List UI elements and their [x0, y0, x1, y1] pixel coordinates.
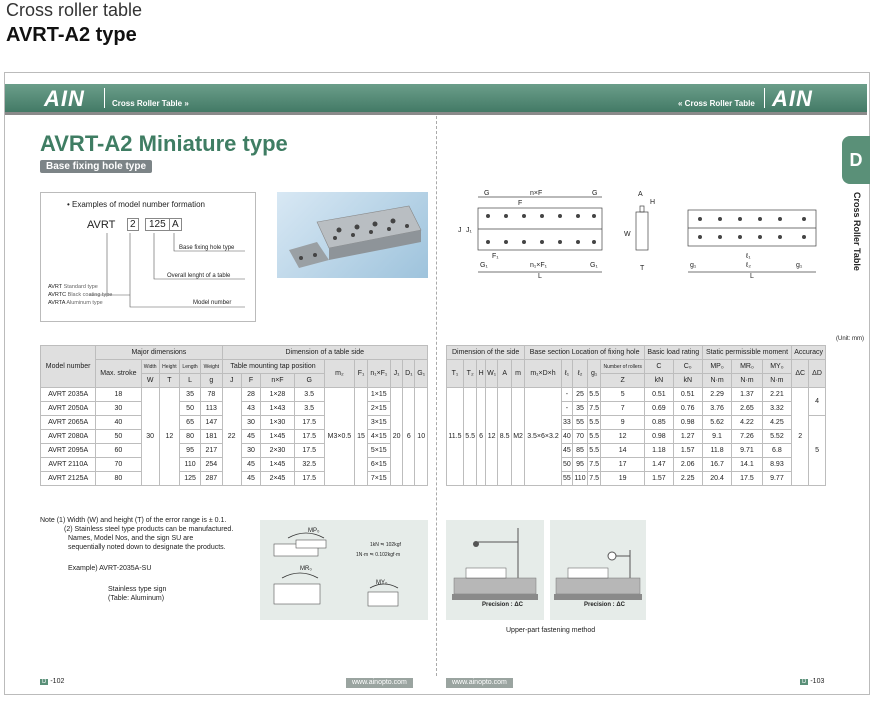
cell-model: AVRT 2125A: [41, 472, 96, 486]
header-side-dimension: Dimension of the side: [447, 346, 525, 360]
cell-g1: 5.5: [587, 416, 600, 430]
cell-C0: 0.51: [673, 388, 702, 402]
col-MP: MP₀: [702, 360, 732, 374]
cell-T1: 11.5: [447, 388, 464, 486]
cell-weight: 181: [201, 430, 222, 444]
cell-stroke: 80: [96, 472, 141, 486]
col-G1: G₁: [415, 360, 428, 388]
cell-MR: 17.5: [732, 472, 762, 486]
header-major-dimensions: Major dimensions: [96, 346, 222, 360]
cell-length: 110: [180, 458, 201, 472]
cell-nF: 2×45: [261, 472, 295, 486]
cell-D1: 6: [403, 388, 415, 486]
code-length: 125: [145, 218, 170, 231]
label-fixing-hole: Base fixing hole type: [179, 245, 235, 251]
cell-F: 30: [241, 416, 260, 430]
unit-MR: N·m: [732, 374, 762, 388]
legend-desc: Standard type: [63, 284, 98, 290]
cell-H: 6: [477, 388, 485, 486]
cell-F: 45: [241, 430, 260, 444]
header-band-underline: [5, 112, 867, 115]
cell-width: 30: [141, 388, 159, 486]
cell-MP: 5.62: [702, 416, 732, 430]
dim-label: T: [640, 265, 645, 272]
dim-label: G: [484, 190, 490, 197]
col-W: W: [141, 374, 159, 388]
col-MY: MY₀: [762, 360, 792, 374]
cell-length: 65: [180, 416, 201, 430]
dim-label: G₁: [590, 262, 598, 269]
col-MR: MR₀: [732, 360, 762, 374]
band-divider-right: [764, 88, 765, 108]
col-n1F1: n₁×F₁: [367, 360, 390, 388]
dim-label: g₁: [690, 262, 697, 269]
cell-length: 50: [180, 402, 201, 416]
website-link-left[interactable]: www.ainopto.com: [346, 678, 413, 688]
cell-n1F1: 6×15: [367, 458, 390, 472]
cell-n1F1: 3×15: [367, 416, 390, 430]
col-T: T: [159, 374, 179, 388]
cell-G: 32.5: [294, 458, 324, 472]
label-overall-length: Overall lenght of a table: [167, 273, 231, 279]
legend-code: AVRT: [48, 284, 63, 290]
moment-diagram: [260, 520, 428, 620]
header-max-stroke: Max. stroke: [96, 360, 141, 388]
cell-weight: 147: [201, 416, 222, 430]
note-example: Example) AVRT-2035A-SU: [68, 565, 152, 572]
cell-g1: 5.5: [587, 388, 600, 402]
cell-nF: 1×28: [261, 388, 295, 402]
cell-C0: 2.25: [673, 472, 702, 486]
cell-G: 17.5: [294, 444, 324, 458]
dim-label: G₁: [480, 262, 488, 269]
cell-g1: 7.5: [587, 458, 600, 472]
brand-logo-right: AIN: [772, 86, 813, 111]
col-T2: T₂: [463, 360, 476, 388]
cell-weight: 254: [201, 458, 222, 472]
product-photo-render: [277, 192, 428, 278]
cell-F: 45: [241, 472, 260, 486]
cell-l1: 50: [561, 458, 572, 472]
legend-code: AVRTC: [48, 292, 67, 298]
cell-l1: -: [561, 388, 572, 402]
cell-stroke: 30: [96, 402, 141, 416]
cell-l2: 70: [573, 430, 588, 444]
col-m: m: [511, 360, 524, 388]
dim-label: H: [650, 199, 656, 206]
cell-Z: 5: [601, 388, 645, 402]
cell-MP: 2.29: [702, 388, 732, 402]
cell-MY: 3.32: [762, 402, 792, 416]
cell-g1: 7.5: [587, 402, 600, 416]
cell-F1: 15: [355, 388, 367, 486]
cell-C: 0.51: [644, 388, 673, 402]
dim-label: ℓ₁: [746, 253, 751, 260]
cell-stroke: 60: [96, 444, 141, 458]
cell-G: 17.5: [294, 472, 324, 486]
dim-label: J₁: [466, 227, 472, 234]
col-dC: ΔC: [792, 360, 809, 388]
cell-C: 0.85: [644, 416, 673, 430]
header-rollers: Number of rollers: [601, 360, 645, 374]
col-H: H: [477, 360, 485, 388]
dim-label: L: [750, 273, 754, 280]
precision-caption: Upper-part fastening method: [506, 627, 596, 634]
cell-dD: 5: [809, 416, 826, 486]
page-number-left: [40, 678, 64, 685]
dim-label: n₁×F₁: [530, 262, 547, 269]
table-row: [447, 388, 826, 402]
cell-W1: 12: [485, 388, 498, 486]
dim-label: F: [518, 200, 523, 207]
col-J1: J₁: [390, 360, 402, 388]
cell-MR: 7.26: [732, 430, 762, 444]
cell-C0: 1.57: [673, 444, 702, 458]
cell-model: AVRT 2065A: [41, 416, 96, 430]
code-type: A: [169, 218, 182, 231]
example-heading: • Examples of model number formation: [67, 200, 205, 209]
cell-m2: M3×0.5: [324, 388, 355, 486]
brand-logo-left: AIN: [44, 86, 85, 111]
page-number: -103: [810, 678, 825, 685]
band-label-left: Cross Roller Table »: [112, 99, 189, 108]
band-label-right: « Cross Roller Table: [678, 99, 755, 108]
col-T1: T₁: [447, 360, 464, 388]
header-model-number: Model number: [41, 346, 96, 388]
precision-label-2: Precision : ΔC: [584, 602, 625, 608]
cell-F: 43: [241, 402, 260, 416]
col-A: A: [498, 360, 511, 388]
note-sign-b: (Table: Aluminum): [108, 595, 165, 602]
cell-C: 1.57: [644, 472, 673, 486]
cell-model: AVRT 2050A: [41, 402, 96, 416]
cell-l1: 55: [561, 472, 572, 486]
dim-label: A: [638, 191, 643, 198]
cell-length: 95: [180, 444, 201, 458]
cell-stroke: 70: [96, 458, 141, 472]
cell-l1: 40: [561, 430, 572, 444]
caption-line1: Cross roller table: [6, 0, 143, 20]
cell-n1F1: 2×15: [367, 402, 390, 416]
col-Z: Z: [601, 374, 645, 388]
legend-code: AVRTA: [48, 300, 66, 306]
right-spec-table: [446, 345, 826, 486]
cell-n1F1: 5×15: [367, 444, 390, 458]
page-subtitle: Base fixing hole type: [40, 160, 152, 173]
moment-diagram-drawing: [260, 520, 428, 620]
legend-desc: Black coating type: [67, 292, 113, 298]
cell-A: 8.5: [498, 388, 511, 486]
page-letter: D: [42, 679, 47, 685]
note-sign-a: Stainless type sign: [108, 586, 167, 593]
cell-MP: 20.4: [702, 472, 732, 486]
cell-nF: 2×30: [261, 444, 295, 458]
cell-G: 3.5: [294, 402, 324, 416]
cell-MP: 3.76: [702, 402, 732, 416]
col-g: g: [201, 374, 222, 388]
cell-G: 17.5: [294, 430, 324, 444]
cell-G: 17.5: [294, 416, 324, 430]
cell-MP: 11.8: [702, 444, 732, 458]
cell-MY: 9.77: [762, 472, 792, 486]
header-table-side: Dimension of a table side: [222, 346, 427, 360]
note-2b: Names, Model Nos, and the sign SU are: [68, 535, 194, 542]
header-accuracy: Accuracy: [792, 346, 826, 360]
cell-length: 125: [180, 472, 201, 486]
unit-note: (Unit: mm): [836, 336, 864, 342]
dim-label: W: [624, 231, 631, 238]
band-divider-left: [104, 88, 105, 108]
cell-Z: 7: [601, 402, 645, 416]
cell-n1F1: 4×15: [367, 430, 390, 444]
cell-dD: 4: [809, 388, 826, 416]
cell-model: AVRT 2095A: [41, 444, 96, 458]
col-D1: D₁: [403, 360, 415, 388]
code-size: 2: [127, 218, 139, 231]
cell-MR: 14.1: [732, 458, 762, 472]
cell-C: 1.47: [644, 458, 673, 472]
page-number: -102: [50, 678, 65, 685]
col-nF: n×F: [261, 374, 295, 388]
page-number-right: [800, 678, 824, 685]
model-number-example: [40, 192, 256, 322]
header-width: Width: [141, 360, 159, 374]
cell-g1: 5.5: [587, 430, 600, 444]
code-series: AVRT: [87, 219, 116, 231]
cell-weight: 287: [201, 472, 222, 486]
unit-C0: kN: [673, 374, 702, 388]
cell-l2: 95: [573, 458, 588, 472]
cell-weight: 78: [201, 388, 222, 402]
col-C: C: [644, 360, 673, 374]
section-tab-label: Cross Roller Table: [852, 192, 862, 271]
dim-label: G: [592, 190, 598, 197]
header-base-section: Base section Location of fixing hole: [525, 346, 645, 360]
cell-C0: 2.06: [673, 458, 702, 472]
cell-n1F1: 1×15: [367, 388, 390, 402]
col-L: L: [180, 374, 201, 388]
col-F: F: [241, 374, 260, 388]
col-m2: m₂: [324, 360, 355, 388]
cell-MR: 1.37: [732, 388, 762, 402]
website-link-right[interactable]: www.ainopto.com: [446, 678, 513, 688]
cell-length: 80: [180, 430, 201, 444]
cell-l2: 25: [573, 388, 588, 402]
cell-MY: 5.52: [762, 430, 792, 444]
page-gutter: [436, 116, 437, 676]
page-title: AVRT-A2 Miniature type: [40, 131, 288, 156]
cell-nF: 1×45: [261, 430, 295, 444]
dim-label: g₁: [796, 262, 803, 269]
dim-label: J: [458, 227, 462, 234]
cell-Z: 12: [601, 430, 645, 444]
cell-Z: 17: [601, 458, 645, 472]
cell-Z: 9: [601, 416, 645, 430]
unit-MY: N·m: [762, 374, 792, 388]
conversion-kn: 1kN ≒ 102kgf: [370, 542, 401, 548]
left-spec-table: [40, 345, 428, 486]
cell-l1: -: [561, 402, 572, 416]
cell-J: 22: [222, 388, 241, 486]
cell-g1: 7.5: [587, 472, 600, 486]
cell-l1: 45: [561, 444, 572, 458]
cell-height: 12: [159, 388, 179, 486]
caption-line2: AVRT-A2 type: [6, 24, 137, 46]
cell-C0: 0.98: [673, 416, 702, 430]
moment-mr: MR₀: [300, 566, 312, 572]
cell-C: 0.98: [644, 430, 673, 444]
cell-weight: 217: [201, 444, 222, 458]
cell-F: 45: [241, 458, 260, 472]
cell-l2: 85: [573, 444, 588, 458]
page-letter: D: [802, 679, 807, 685]
product-photo: [277, 192, 428, 278]
cell-C0: 0.76: [673, 402, 702, 416]
cell-MY: 6.8: [762, 444, 792, 458]
header-length: Length: [180, 360, 201, 374]
cell-n1F1: 7×15: [367, 472, 390, 486]
dim-label: F₁: [492, 253, 499, 260]
header-tap-position: Table mounting tap position: [222, 360, 324, 374]
note-2a: (2) Stainless steel type products can be manufactured.: [64, 526, 234, 533]
precision-label-1: Precision : ΔC: [482, 602, 523, 608]
col-F1: F₁: [355, 360, 367, 388]
cell-C0: 1.27: [673, 430, 702, 444]
cell-stroke: 18: [96, 388, 141, 402]
cell-Z: 19: [601, 472, 645, 486]
cell-m1Dh: 3.5×6×3.2: [525, 388, 561, 486]
cell-F: 30: [241, 444, 260, 458]
cell-nF: 1×30: [261, 416, 295, 430]
conversion-nm: 1N·m ≒ 0.102kgf·m: [356, 552, 401, 558]
cell-g1: 5.5: [587, 444, 600, 458]
cell-nF: 1×43: [261, 402, 295, 416]
col-C0: C₀: [673, 360, 702, 374]
notes: [40, 516, 260, 603]
moment-my: MY₀: [376, 580, 388, 586]
note-1: Note (1) Width (W) and height (T) of the error range is ± 0.1.: [40, 517, 227, 524]
section-tab: D: [842, 136, 870, 184]
cell-l2: 110: [573, 472, 588, 486]
cell-l2: 55: [573, 416, 588, 430]
note-2c: sequentially noted down to designate the products.: [68, 544, 226, 551]
cell-model: AVRT 2110A: [41, 458, 96, 472]
col-l2: ℓ₂: [573, 360, 588, 388]
cell-MY: 4.25: [762, 416, 792, 430]
header-static-moment: Static permissible moment: [702, 346, 792, 360]
cell-C: 0.69: [644, 402, 673, 416]
header-height: Height: [159, 360, 179, 374]
header-weight: Weight: [201, 360, 222, 374]
label-model-number: Model number: [193, 300, 232, 306]
table-row: [41, 388, 428, 402]
precision-diagram-2: [550, 520, 646, 620]
cell-MP: 9.1: [702, 430, 732, 444]
dim-label: ℓ₂: [746, 262, 751, 269]
cell-stroke: 40: [96, 416, 141, 430]
col-W1: W₁: [485, 360, 498, 388]
dim-label: n×F: [530, 190, 543, 197]
series-legend: [48, 283, 112, 307]
col-dD: ΔD: [809, 360, 826, 388]
unit-C: kN: [644, 374, 673, 388]
cell-MY: 2.21: [762, 388, 792, 402]
cell-C: 1.18: [644, 444, 673, 458]
cell-G: 3.5: [294, 388, 324, 402]
unit-MP: N·m: [702, 374, 732, 388]
dim-label: L: [538, 273, 542, 280]
cell-dC: 2: [792, 388, 809, 486]
precision-diagram-1: [446, 520, 544, 620]
cell-weight: 113: [201, 402, 222, 416]
col-G: G: [294, 374, 324, 388]
header-load-rating: Basic load rating: [644, 346, 702, 360]
cell-F: 28: [241, 388, 260, 402]
cell-model: AVRT 2035A: [41, 388, 96, 402]
cell-MP: 16.7: [702, 458, 732, 472]
cell-MR: 2.65: [732, 402, 762, 416]
col-g1: g₁: [587, 360, 600, 388]
cell-model: AVRT 2080A: [41, 430, 96, 444]
moment-mp: MP₀: [308, 528, 320, 534]
cell-MR: 9.71: [732, 444, 762, 458]
cell-l1: 33: [561, 416, 572, 430]
col-J: J: [222, 374, 241, 388]
col-m1Dh: m₁×D×h: [525, 360, 561, 388]
cell-MR: 4.22: [732, 416, 762, 430]
cell-length: 35: [180, 388, 201, 402]
cell-m: M2: [511, 388, 524, 486]
col-l1: ℓ₁: [561, 360, 572, 388]
cell-Z: 14: [601, 444, 645, 458]
cell-J1: 20: [390, 388, 402, 486]
cell-MY: 8.93: [762, 458, 792, 472]
cell-G1: 10: [415, 388, 428, 486]
cell-stroke: 50: [96, 430, 141, 444]
dimension-drawings: [450, 188, 850, 280]
cell-nF: 1×45: [261, 458, 295, 472]
cell-T2: 5.5: [463, 388, 476, 486]
cell-l2: 35: [573, 402, 588, 416]
legend-desc: Aluminum type: [66, 300, 103, 306]
